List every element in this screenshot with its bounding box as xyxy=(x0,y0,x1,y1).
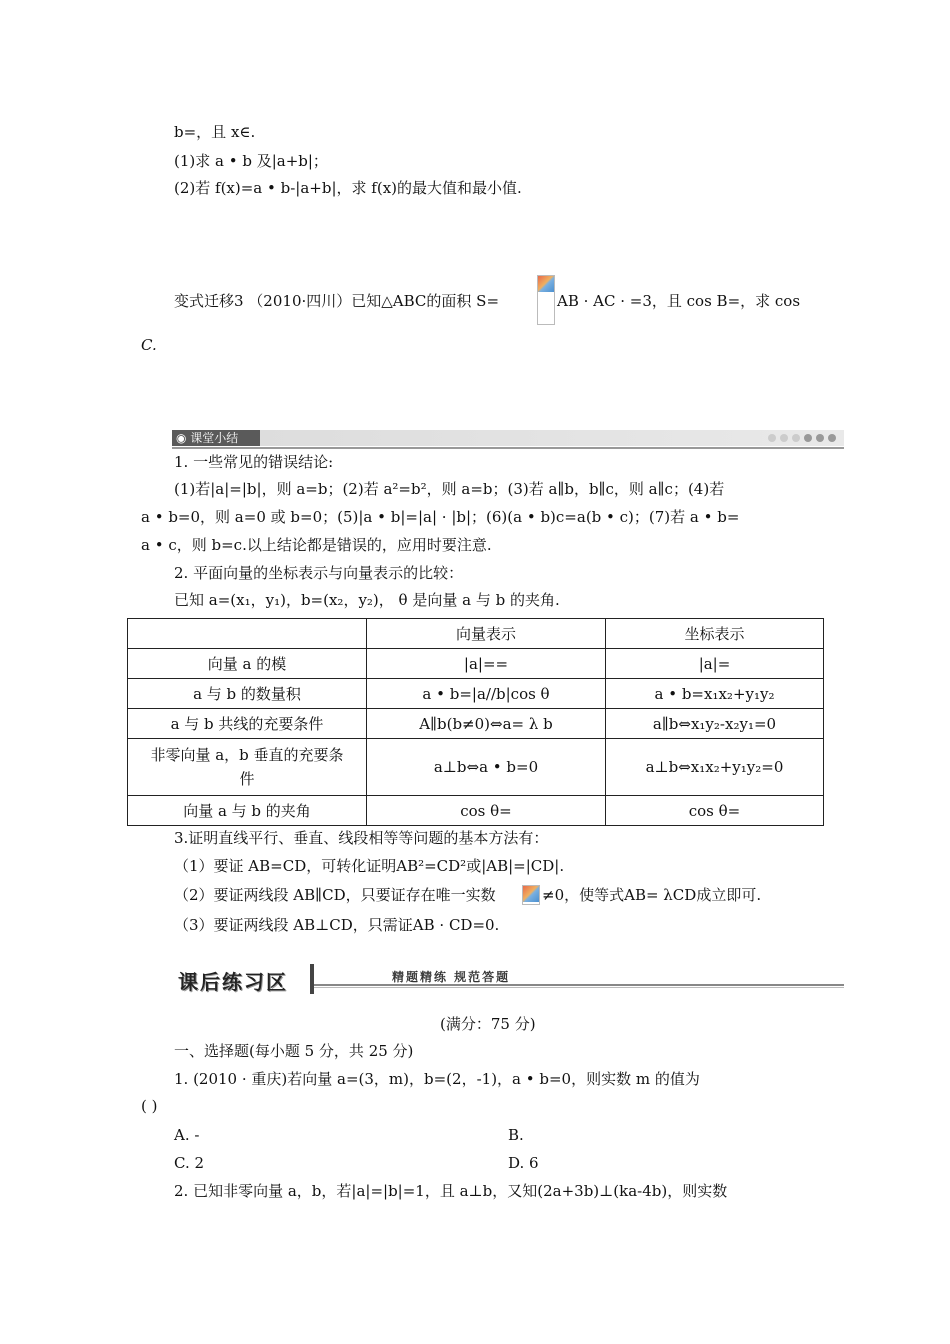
homework-header-bar xyxy=(172,964,844,1000)
table-cell: a 与 b 的数量积 xyxy=(128,679,367,709)
summary-line: （1）要证 AB=CD，可转化证明AB²=CD²或|AB|=|CD|. xyxy=(174,857,565,875)
summary-line: 已知 a=(x₁，y₁)，b=(x₂，y₂)， θ 是向量 a 与 b 的夹角. xyxy=(174,591,560,609)
summary-line: a • c，则 b=c.以上结论都是错误的，应用时要注意. xyxy=(141,536,492,554)
summary-line: ≠0，使等式AB= λCD成立即可. xyxy=(542,886,762,904)
option-d: D. 6 xyxy=(508,1154,539,1172)
decorative-dots xyxy=(768,434,836,442)
table-cell: 向量 a 的模 xyxy=(128,649,367,679)
table-header-row xyxy=(128,619,824,649)
question-text: 2. 已知非零向量 a，b，若|a|=|b|=1，且 a⊥b，又知(2a+3b)⊥(ka-4b)，则实数 xyxy=(174,1182,728,1200)
option-b: B. xyxy=(508,1126,524,1144)
summary-line: 1. 一些常见的错误结论: xyxy=(174,453,334,471)
text-line: (2)若 f(x)=a • b-|a+b|，求 f(x)的最大值和最小值. xyxy=(174,179,522,197)
homework-title: 课后练习区 xyxy=(178,970,288,994)
option-a: A. - xyxy=(174,1126,200,1144)
table-row xyxy=(128,796,824,826)
table-cell: |a|== xyxy=(367,649,606,679)
table-cell: A∥b(b≠0)⇔a= λ b xyxy=(367,709,606,739)
table-cell: a⊥b⇔x₁x₂+y₁y₂=0 xyxy=(606,739,824,796)
exercise-line: 变式迁移3 （2010·四川）已知△ABC的面积 S= xyxy=(174,292,500,310)
summary-line: 3.证明直线平行、垂直、线段相等等问题的基本方法有： xyxy=(174,829,549,847)
table-cell: a 与 b 共线的充要条件 xyxy=(128,709,367,739)
summary-header: ◉ 课堂小结 xyxy=(172,430,260,446)
table-row xyxy=(128,679,824,709)
table-cell: 向量 a 与 b 的夹角 xyxy=(128,796,367,826)
table-cell: a • b=|a//b|cos θ xyxy=(367,679,606,709)
exercise-line: C. xyxy=(141,336,157,354)
table-cell: 坐标表示 xyxy=(606,619,824,649)
table-cell: |a|= xyxy=(606,649,824,679)
table-cell: a⊥b⇔a • b=0 xyxy=(367,739,606,796)
table-cell xyxy=(128,619,367,649)
table-cell: a • b=x₁x₂+y₁y₂ xyxy=(606,679,824,709)
question-text: 1. (2010 · 重庆)若向量 a=(3，m)，b=(2，-1)，a • b=0，则实数 m 的值为 xyxy=(174,1070,700,1088)
table-cell: 向量表示 xyxy=(367,619,606,649)
table-row xyxy=(128,739,824,796)
homework-subtitle: 精题精练 规范答题 xyxy=(392,970,511,984)
broken-image-icon xyxy=(537,275,555,325)
table-cell: 非零向量 a，b 垂直的充要条件 xyxy=(128,739,367,796)
summary-line: （2）要证两线段 AB∥CD，只要证存在唯一实数 xyxy=(174,886,496,904)
score-text: (满分：75 分) xyxy=(440,1015,536,1033)
table-cell: a∥b⇔x₁y₂-x₂y₁=0 xyxy=(606,709,824,739)
table-cell: cos θ= xyxy=(606,796,824,826)
table-cell: cos θ= xyxy=(367,796,606,826)
text-line: (1)求 a • b 及|a+b|； xyxy=(174,152,328,170)
summary-line: 2. 平面向量的坐标表示与向量表示的比较： xyxy=(174,564,464,582)
table-row xyxy=(128,709,824,739)
comparison-table xyxy=(127,618,824,826)
table-row xyxy=(128,649,824,679)
text-line: b=，且 x∈. xyxy=(174,123,256,141)
broken-image-icon xyxy=(522,885,540,905)
summary-line: (1)若|a|=|b|，则 a=b；(2)若 a²=b²，则 a=b；(3)若 a∥b，b∥c，则 a∥c；(4)若 xyxy=(174,480,725,498)
exercise-line-tail: AB · AC · =3，且 cos B=，求 cos xyxy=(557,292,801,310)
section-title: 一、选择题(每小题 5 分，共 25 分) xyxy=(174,1042,414,1060)
summary-line: a • b=0，则 a=0 或 b=0；(5)|a • b|=|a| · |b|；(6)(a • b)c=a(b • c)；(7)若 a • b= xyxy=(141,508,740,526)
summary-line: （3）要证两线段 AB⊥CD，只需证AB · CD=0. xyxy=(174,916,500,934)
answer-blank: ( ) xyxy=(141,1097,158,1115)
summary-header-bar xyxy=(172,430,844,448)
option-c: C. 2 xyxy=(174,1154,205,1172)
